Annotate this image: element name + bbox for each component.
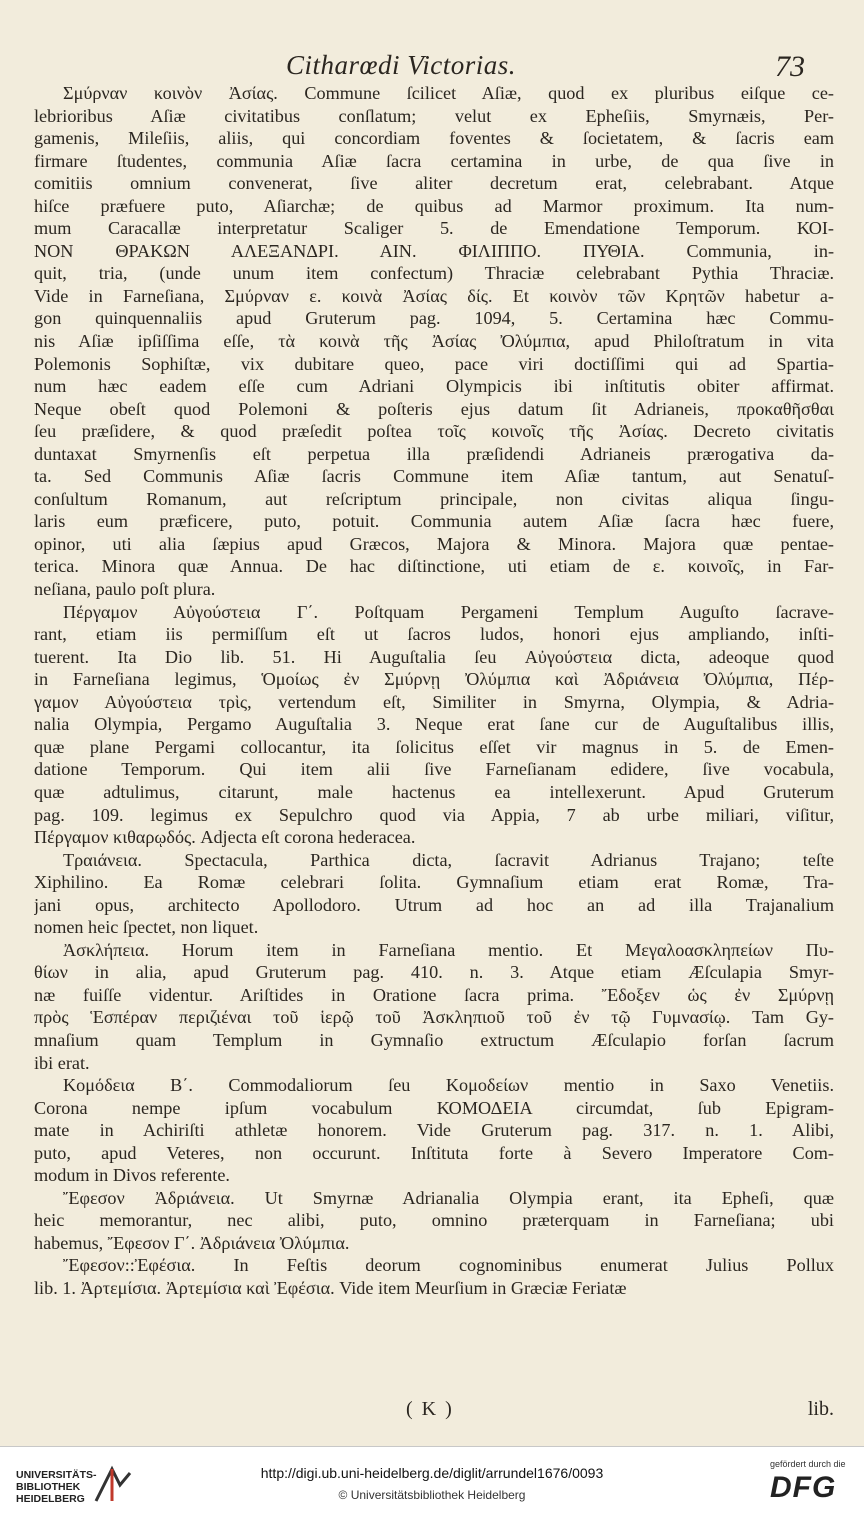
text-line: mnaſium quam Templum in Gymnaſio extructum Æſculapio forſan ſacrum — [34, 1029, 834, 1050]
text-line: quit, tria, (unde unum item confectum) Thraciæ celebrabant Pythia Thraciæ. — [34, 263, 834, 284]
text-line: pag. 109. legimus ex Sepulchro quod via Appia, 7 ab urbe miliari, viſitur, — [34, 804, 834, 825]
source-url-link[interactable]: http://digi.ub.uni-heidelberg.de/diglit/arrundel1676/0093 — [260, 1465, 604, 1481]
text-line: firmare ſtudentes, communia Aſiæ ſacra certamina in urbe, de qua ſive in — [34, 150, 834, 171]
text-line: Τραιάνεια. Spectacula, Parthica dicta, ſacravit Adrianus Trajano; teſte — [63, 849, 834, 870]
text-line: Corona nempe ipſum vocabulum ΚΟΜΟΔΕΙΑ circumdat, ſub Epigram- — [34, 1097, 834, 1118]
dfg-logo: DFG — [770, 1471, 837, 1504]
text-line: laris eum præficere, puto, potuit. Communia autem Aſiæ ſacra hæc fuere, — [34, 511, 834, 532]
text-line: gon quinquennaliis apud Gruterum pag. 1094, 5. Certamina hæc Commu- — [34, 308, 834, 329]
text-line: nomen heic ſpectet, non liquet. — [34, 917, 259, 938]
text-line: πρὸς Ἑσπέραν περιζιέναι τοῦ ἱερῷ τοῦ Ἀσκληπιοῦ τοῦ ἐν τῷ Γυμνασίῳ. Tam Gy- — [34, 1007, 834, 1028]
digitization-footer — [0, 1446, 864, 1522]
text-line: rant, etiam iis permiſſum eſt ut ſacros ludos, honori ejus ampliando, inſti- — [34, 624, 834, 645]
text-line: hiſce præfuere puto, Aſiarchæ; de quibus ad Marmor proximum. Ita num- — [34, 195, 834, 216]
text-line: datione Temporum. Qui item alii ſive Farneſianam edidere, ſive vocabula, — [34, 759, 834, 780]
funder-label: gefördert durch die — [770, 1459, 846, 1469]
page-foot — [34, 1398, 834, 1424]
text-line: mate in Achiriſti athletæ honorem. Vide Gruterum pag. 317. n. 1. Alibi, — [34, 1120, 834, 1141]
text-line: ibi erat. — [34, 1052, 90, 1073]
text-line: Πέργαμον κιθαρῳδός. Adjecta eſt corona hederacea. — [34, 827, 416, 848]
text-line: habemus, Ἔφεσον Γ΄. Ἀδριάνεια Ὀλύμπια. — [34, 1232, 350, 1253]
text-line: Vide in Farneſiana, Σμύρναν ε. κοινὰ Ἀσίας δίς. Et κοινὸν τῶν Κρητῶν habetur a- — [34, 285, 834, 306]
text-line: ta. Sed Communis Aſiæ ſacris Commune item Aſiæ tantum, aut Senatuſ- — [34, 466, 834, 487]
text-line: conſultum Romanum, aut reſcriptum principale, non civitas aliqua ſingu- — [34, 488, 834, 509]
text-line: in Farneſiana legimus, Ὁμοίως ἐν Σμύρνῃ Ὀλύμπια καὶ Ἀδριάνεια Ὀλύμπια, Πέρ- — [34, 669, 834, 690]
body-text — [34, 82, 834, 1300]
text-line: ſeu præſidere, & quod præſedit poſtea τοῖς κοινοῖς τῆς Ἀσίας. Decreto civitatis — [34, 421, 834, 442]
text-line: Xiphilino. Ea Romæ celebrari ſolita. Gymnaſium etiam erat Romæ, Tra- — [34, 872, 834, 893]
copyright-notice: © Universitätsbibliothek Heidelberg — [338, 1488, 526, 1502]
text-line: neſiana, paulo poſt plura. — [34, 579, 216, 600]
university-library-logo-text: UNIVERSITÄTS- BIBLIOTHEK HEIDELBERG — [16, 1469, 97, 1505]
text-line: lebrioribus Aſiæ civitatibus conſlatum; velut ex Epheſiis, Smyrnæis, Per- — [34, 105, 834, 126]
text-line: comitiis omnium convenerat, ſive aliter decretum erat, celebrabant. Atque — [34, 173, 834, 194]
text-line: quæ adtulimus, citarunt, male hactenus ea intellexerunt. Apud Gruterum — [34, 781, 834, 802]
running-head: Citharœdi Victorias. — [286, 50, 517, 80]
text-line: nis Aſiæ ipſiſſima eſſe, τὰ κοινὰ τῆς Ἀσίας Ὀλύμπια, apud Philoſtratum in vita — [34, 331, 834, 352]
text-line: Ἔφεσον Ἀδριάνεια. Ut Smyrnæ Adrianalia Olympia erant, ita Epheſi, quæ — [63, 1187, 834, 1208]
text-line: Polemonis Sophiſtæ, vix dubitare queo, pace viri doctiſſimi qui ad Spartia- — [34, 353, 834, 374]
text-line: nalia Olympia, Pergamo Auguſtalia 3. Neque erat ſane cur de Auguſtalibus illis, — [34, 714, 834, 735]
text-line: næ fuiſſe videntur. Ariſtides in Oratione ſacra prima. Ἔδοξεν ὡς ἐν Σμύρνῃ — [34, 984, 834, 1005]
text-line: jani opus, architecto Apollodoro. Utrum ad hoc an ad illa Trajanalium — [34, 894, 834, 915]
catchword: lib. — [807, 1398, 834, 1420]
page-number: 73 — [775, 50, 805, 83]
text-line: γαμον Αὐγούστεια τρὶς, vertendum eſt, Similiter in Smyrna, Olympia, & Adria- — [34, 691, 834, 712]
text-line: lib. 1. Ἀρτεμίσια. Ἀρτεμίσια καὶ Ἐφέσια. Vide item Meurſium in Græciæ Feriatæ — [34, 1277, 627, 1298]
text-line: duntaxat Smyrnenſis eſt perpetua illa præſidendi Adrianeis prærogativa da- — [34, 443, 834, 464]
text-line: num hæc eadem eſſe cum Adriani Olympicis ibi inſtitutis obiter affirmat. — [34, 376, 834, 397]
signature-mark: ( K ) — [406, 1398, 454, 1420]
text-line: Πέργαμον Αὐγούστεια Γ΄. Poſtquam Pergameni Templum Auguſto ſacrave- — [63, 601, 834, 622]
text-line: terica. Minora quæ Annua. De hac diſtinctione, uti etiam de ε. κοινοῖς, in Far- — [34, 556, 834, 577]
text-line: Ἔφεσον::Ἐφέσια. In Feſtis deorum cognominibus enumerat Julius Pollux — [63, 1255, 834, 1276]
text-line: quæ plane Pergami collocantur, ita ſolicitus eſſet vir magnus in 5. de Emen- — [34, 736, 834, 757]
text-line: Σμύρναν κοινὸν Ἀσίας. Commune ſcilicet Aſiæ, quod ex pluribus eiſque ce- — [63, 83, 834, 103]
text-line: modum in Divos referente. — [34, 1165, 230, 1186]
text-line: gamenis, Mileſiis, aliis, qui concordiam foventes & ſocietatem, & ſacris eam — [34, 128, 834, 149]
text-line: tuerent. Ita Dio lib. 51. Hi Auguſtalia ſeu Αὐγούστεια dicta, adeoque quod — [34, 646, 834, 667]
text-line: mum Caracallæ interpretatur Scaliger 5. de Emendatione Temporum. ΚΟΙ- — [34, 218, 834, 239]
text-line: heic memorantur, nec alibi, puto, omnino præterquam in Farneſiana; ubi — [34, 1210, 834, 1231]
text-line: θίων in alia, apud Gruterum pag. 410. n. 3. Atque etiam Æſculapia Smyr- — [34, 962, 834, 983]
text-line: Neque obeſt quod Polemoni & poſteris ejus datum ſit Adrianeis, προκαθῆσθαι — [34, 398, 834, 419]
text-line: Κομόδεια Β΄. Commodaliorum ſeu Κομοδείων mentio in Saxo Venetiis. — [63, 1075, 834, 1096]
text-line: Ἀσκλήπεια. Horum item in Farneſiana mentio. Et Μεγαλοασκληπείων Πυ- — [63, 939, 834, 960]
text-line: puto, apud Veteres, non occurunt. Inſtituta forte à Severo Imperatore Com- — [34, 1142, 834, 1163]
text-line: opinor, uti alia ſæpius apud Græcos, Majora & Minora. Majora quæ pentae- — [34, 533, 834, 554]
text-line: ΝΟΝ ΘΡΑΚΩΝ ΑΛΕΞΑΝΔΡΙ. ΑΙΝ. ΦΙΛΙΠΠΟ. ΠΥΘΙΑ. Communia, in- — [34, 240, 834, 261]
